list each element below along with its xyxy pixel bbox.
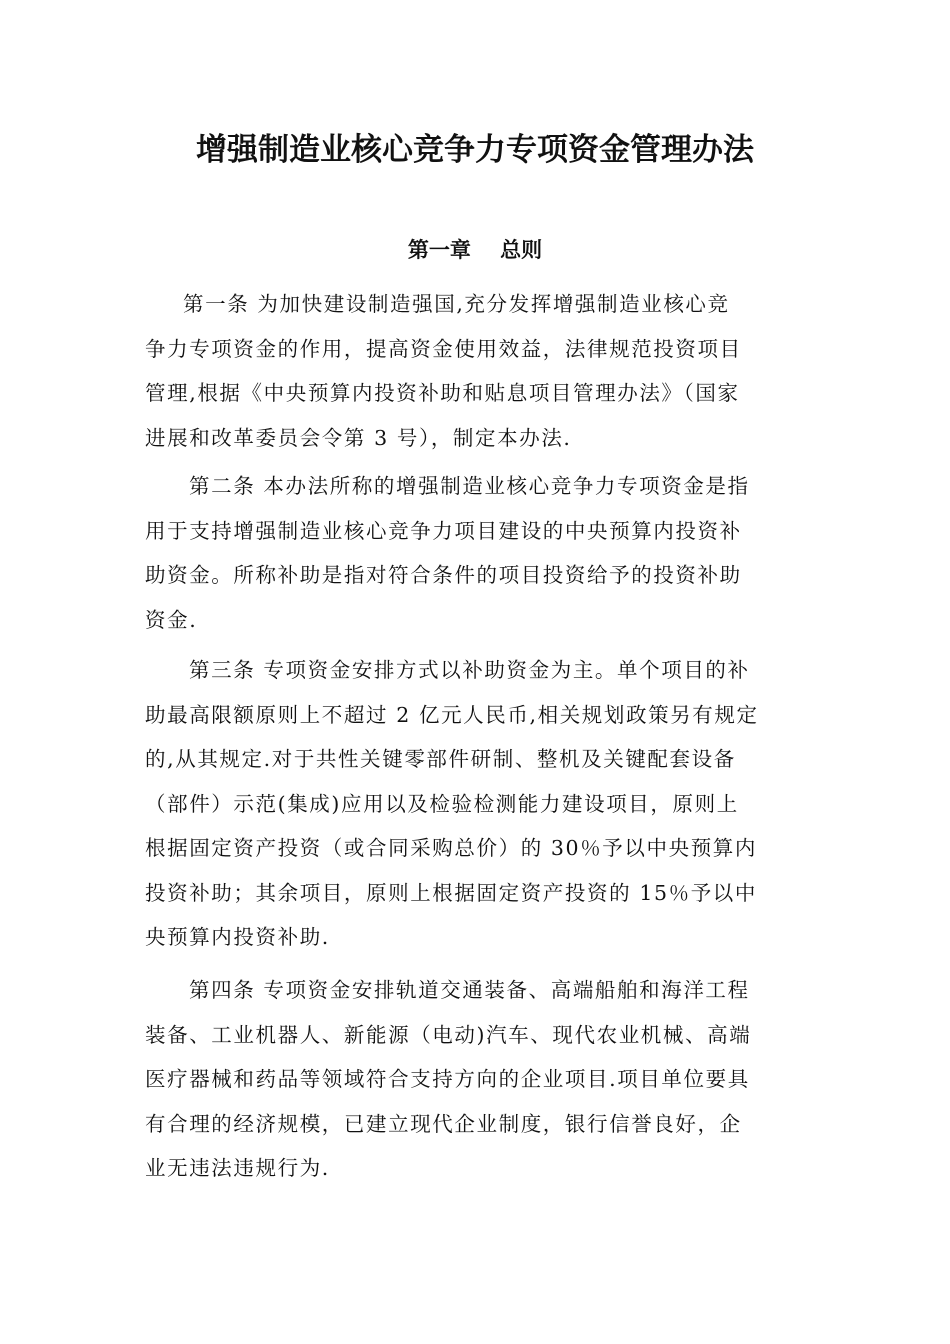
article-3-line: 第三条 专项资金安排方式以补助资金为主。单个项目的补 <box>189 658 750 682</box>
article-3-line: 投资补助；其余项目，原则上根据固定资产投资的 15％予以中 <box>145 880 757 905</box>
article-1 <box>145 282 805 460</box>
article-4-line: 医疗器械和药品等领域符合支持方向的企业项目.项目单位要具 <box>145 1067 750 1091</box>
article-2-line: 资金. <box>145 607 198 632</box>
article-1-line: 争力专项资金的作用，提高资金使用效益，法律规范投资项目 <box>145 336 742 361</box>
article-2-line: 助资金。所称补助是指对符合条件的项目投资给予的投资补助 <box>145 563 742 587</box>
article-1-line: 进展和改革委员会令第 3 号），制定本办法. <box>145 425 572 450</box>
article-3-line: 央预算内投资补助. <box>145 925 330 949</box>
article-2-line: 用于支持增强制造业核心竞争力项目建设的中央预算内投资补 <box>145 518 742 543</box>
article-4-line: 业无违法违规行为. <box>145 1156 330 1180</box>
article-3-line: 助最高限额原则上不超过 2 亿元人民币,相关规划政策另有规定 <box>145 702 759 727</box>
article-2-line: 第二条 本办法所称的增强制造业核心竞争力专项资金是指 <box>189 474 750 498</box>
article-3-line: （部件）示范(集成)应用以及检验检测能力建设项目，原则上 <box>145 791 739 816</box>
chapter-heading: 第一章 总则 <box>407 238 543 262</box>
article-4-line: 有合理的经济规模，已建立现代企业制度，银行信誉良好，企 <box>145 1111 742 1136</box>
article-4 <box>145 968 805 1191</box>
article-1-line: 管理,根据《中央预算内投资补助和贴息项目管理办法》（国家 <box>145 381 740 405</box>
article-1-line: 第一条 为加快建设制造强国,充分发挥增强制造业核心竞 <box>183 292 730 316</box>
article-3-line: 的,从其规定.对于共性关键零部件研制、整机及关键配套设备 <box>145 747 736 771</box>
article-3 <box>145 648 805 960</box>
article-3-line: 根据固定资产投资（或合同采购总价）的 30％予以中央预算内 <box>145 836 757 860</box>
document-title: 增强制造业核心竞争力专项资金管理办法 <box>196 132 754 168</box>
article-4-line: 装备、工业机器人、新能源（电动)汽车、现代农业机械、高端 <box>145 1022 752 1047</box>
article-2 <box>145 464 805 642</box>
article-4-line: 第四条 专项资金安排轨道交通装备、高端船舶和海洋工程 <box>189 978 750 1002</box>
